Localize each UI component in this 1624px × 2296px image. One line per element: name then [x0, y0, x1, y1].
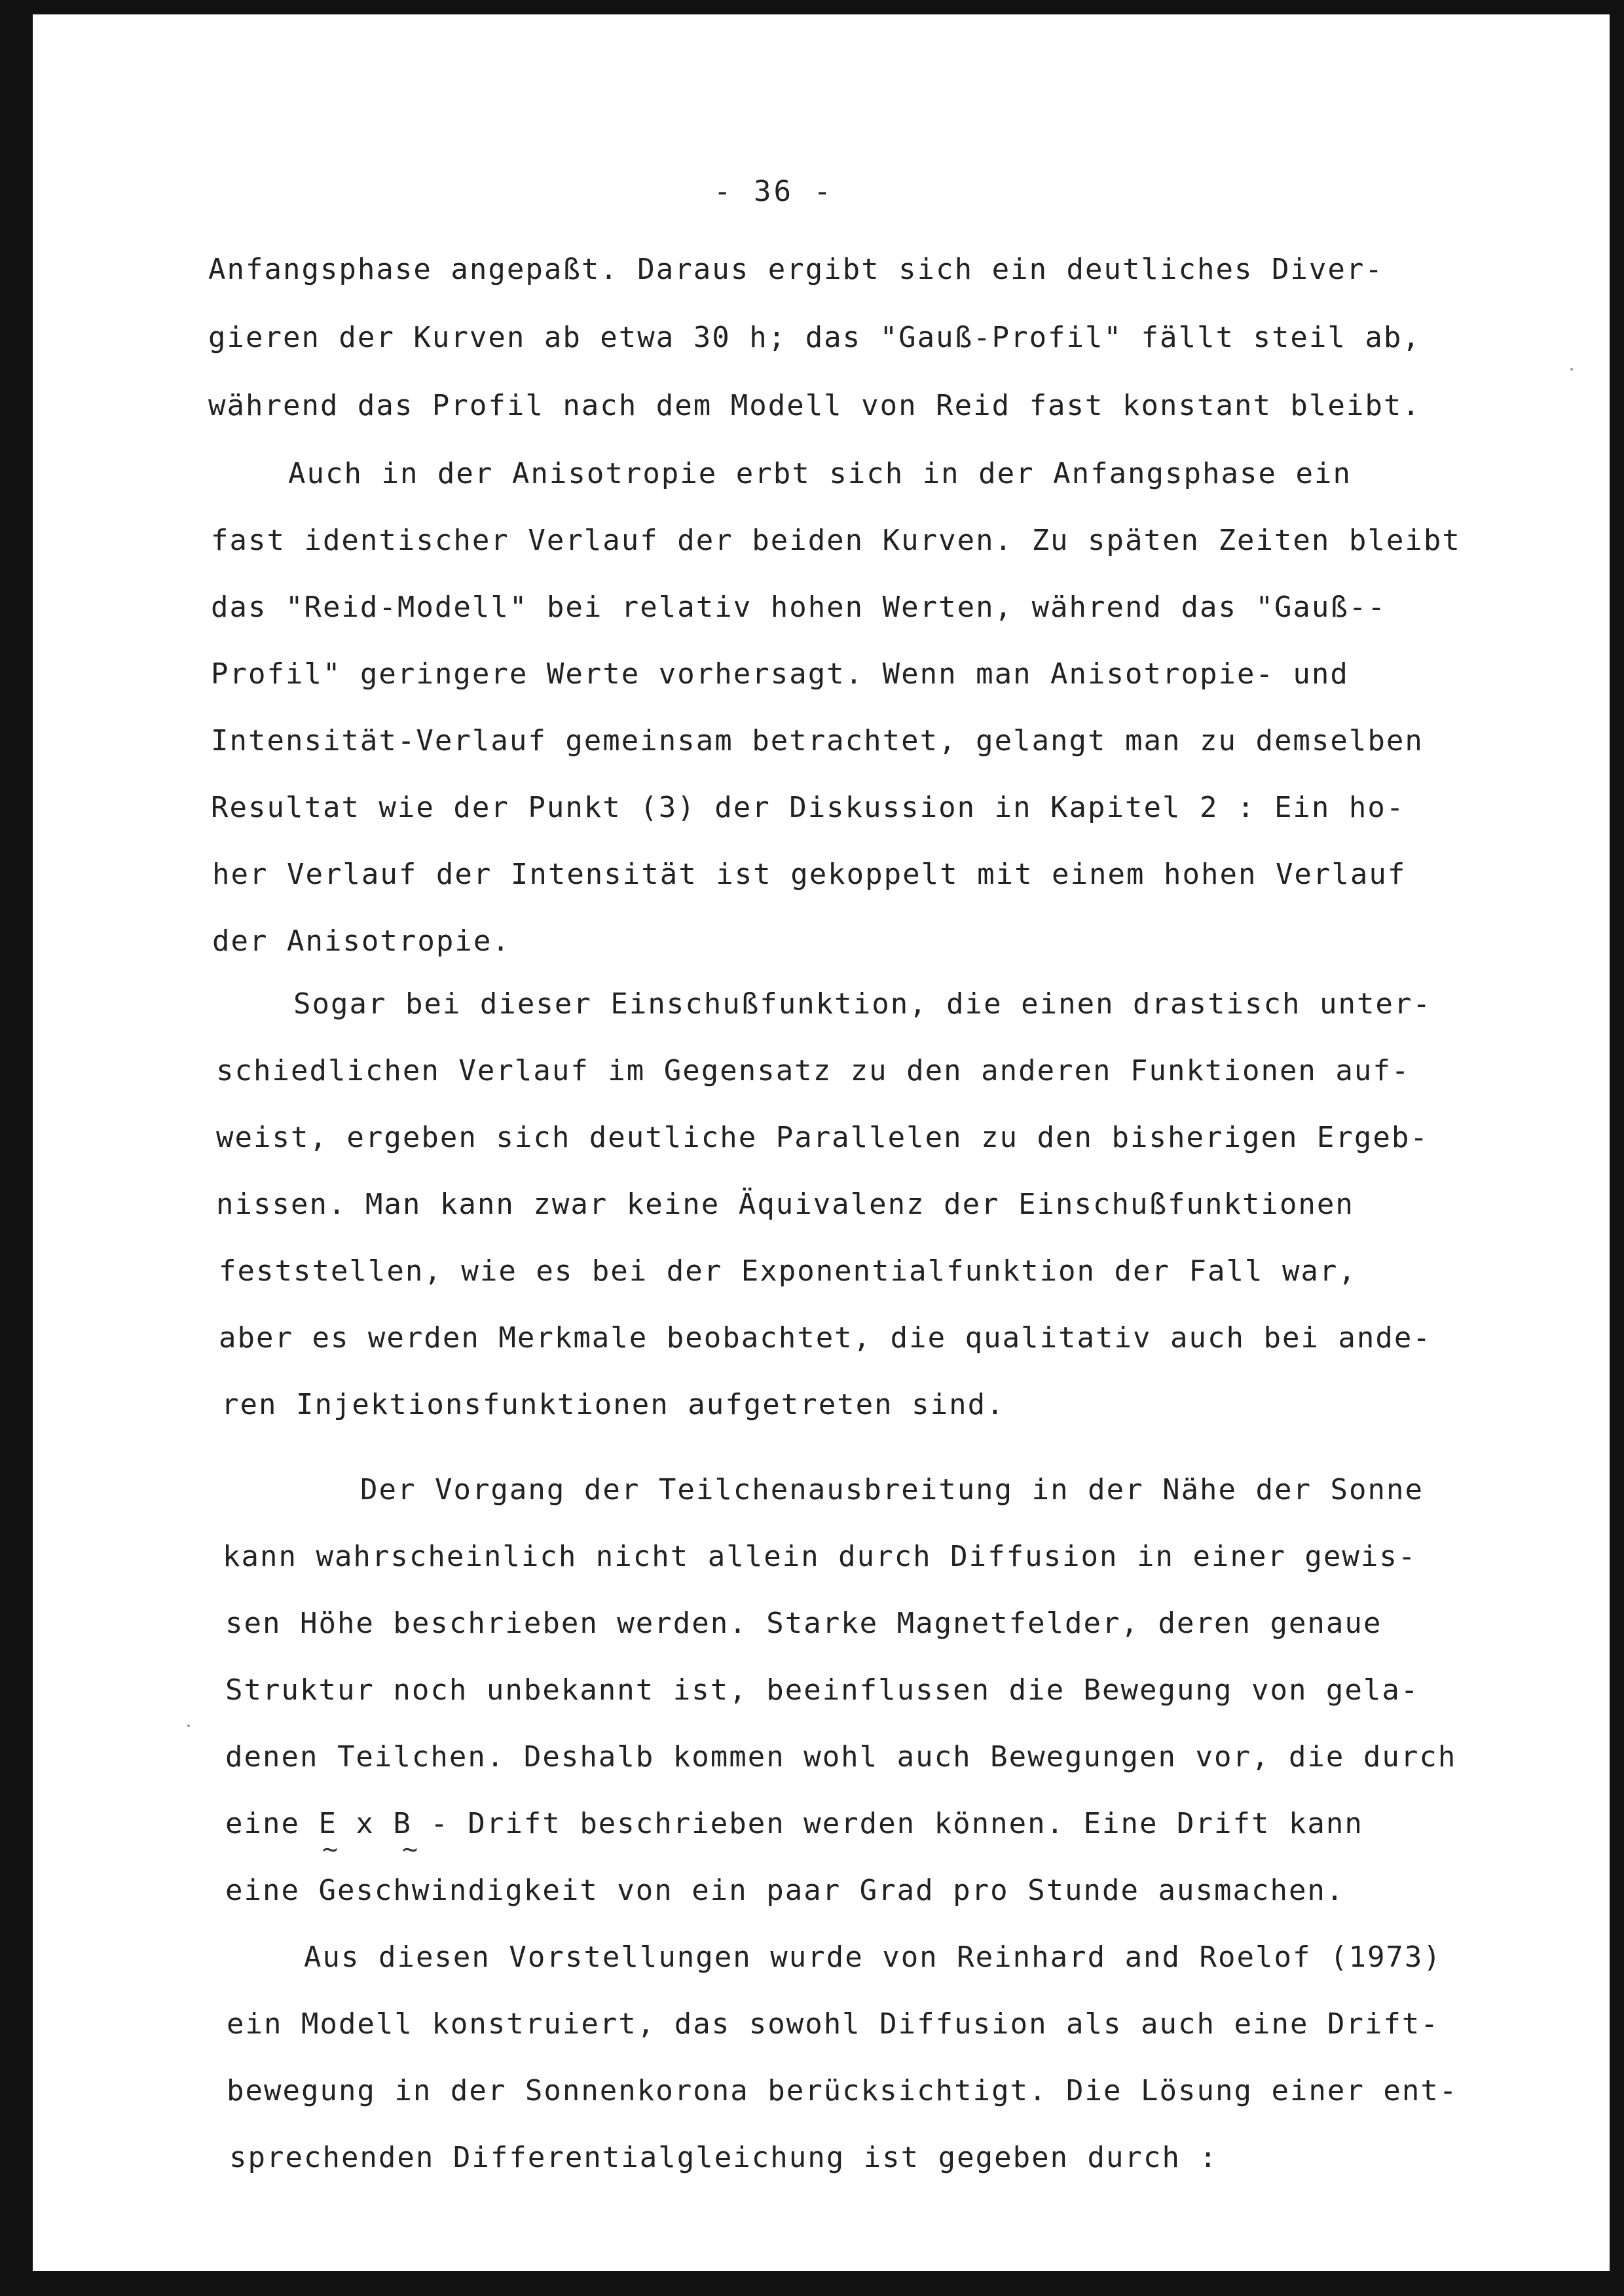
text-line: Profil" geringere Werte vorhersagt. Wenn man Anisotropie- und	[211, 657, 1349, 691]
text-line: fast identischer Verlauf der beiden Kurven. Zu späten Zeiten bleibt	[211, 524, 1461, 557]
text-line: schiedlichen Verlauf im Gegensatz zu den anderen Funktionen auf-	[216, 1054, 1411, 1087]
scan-speck	[1570, 368, 1573, 371]
text-line: eine E x B - Drift beschrieben werden können. Eine Drift kann	[225, 1807, 1363, 1840]
text-line: ein Modell konstruiert, das sowohl Diffusion als auch eine Drift-	[227, 2007, 1439, 2041]
text-line: Sogar bei dieser Einschußfunktion, die einen drastisch unter-	[293, 987, 1431, 1021]
text-line: während das Profil nach dem Modell von Reid fast konstant bleibt.	[208, 389, 1421, 422]
text-line: weist, ergeben sich deutliche Parallelen zu den bisherigen Ergeb-	[216, 1121, 1429, 1154]
scan-speck	[187, 1724, 190, 1727]
page-number: - 36 -	[714, 175, 834, 208]
text-line: sprechenden Differentialgleichung ist gegeben durch :	[229, 2141, 1218, 2174]
text-line: denen Teilchen. Deshalb kommen wohl auch Bewegungen vor, die durch	[225, 1740, 1457, 1774]
text-line: Aus diesen Vorstellungen wurde von Reinhard and Roelof (1973)	[304, 1941, 1442, 1974]
text-line: das "Reid-Modell" bei relativ hohen Werten, während das "Gauß--	[211, 591, 1386, 624]
text-line: her Verlauf der Intensität ist gekoppelt mit einem hohen Verlauf	[212, 858, 1407, 891]
vector-mark-e: ~	[322, 1834, 339, 1865]
text-line: nissen. Man kann zwar keine Äquivalenz der Einschußfunktionen	[216, 1188, 1354, 1221]
vector-mark-b: ~	[402, 1834, 418, 1865]
text-line: Auch in der Anisotropie erbt sich in der Anfangsphase ein	[288, 457, 1352, 490]
text-line: kann wahrscheinlich nicht allein durch Diffusion in einer gewis-	[223, 1540, 1417, 1573]
text-line: bewegung in der Sonnenkorona berücksichtigt. Die Lösung einer ent-	[227, 2074, 1458, 2107]
text-line: Intensität-Verlauf gemeinsam betrachtet, gelangt man zu demselben	[211, 724, 1424, 757]
text-line: feststellen, wie es bei der Exponentialfunktion der Fall war,	[219, 1254, 1357, 1288]
text-line: der Anisotropie.	[212, 924, 511, 958]
text-line: eine Geschwindigkeit von ein paar Grad pro Stunde ausmachen.	[225, 1874, 1345, 1907]
text-line: Struktur noch unbekannt ist, beeinflussen die Bewegung von gela-	[225, 1673, 1420, 1707]
text-line: sen Höhe beschrieben werden. Starke Magnetfelder, deren genaue	[225, 1607, 1382, 1640]
text-line: aber es werden Merkmale beobachtet, die qualitativ auch bei ande-	[219, 1321, 1431, 1355]
text-line: Resultat wie der Punkt (3) der Diskussion in Kapitel 2 : Ein ho-	[211, 791, 1405, 824]
text-line: Der Vorgang der Teilchenausbreitung in der Nähe der Sonne	[360, 1473, 1424, 1506]
text-line: Anfangsphase angepaßt. Daraus ergibt sich ein deutliches Diver-	[208, 253, 1384, 286]
text-line: ren Injektionsfunktionen aufgetreten sind.	[221, 1388, 1005, 1421]
text-line: gieren der Kurven ab etwa 30 h; das "Gauß-Profil" fällt steil ab,	[208, 321, 1421, 354]
